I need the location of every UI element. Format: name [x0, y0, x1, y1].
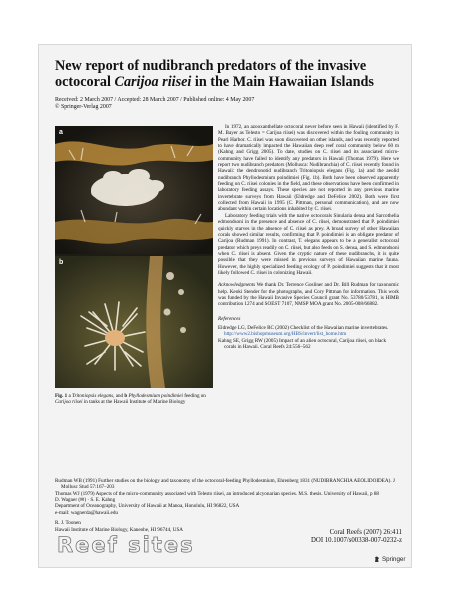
caption-species-b: Phyllodesmium poindimiei — [128, 393, 183, 399]
reference-4: Thomas WJ (1979) Aspects of the micro-community associated with Telesto riisei, an introduced alcyonarian species. M.S. thesis. University of Hawaii, p 88 — [55, 490, 379, 497]
photo-panel-b — [55, 256, 213, 388]
caption-species-a: Tritoniopsis elegans — [71, 393, 114, 399]
reference-1 — [218, 325, 399, 338]
publisher-mark — [374, 556, 405, 563]
article-title — [55, 58, 400, 90]
copyright: © Springer-Verlag 2007 — [55, 104, 112, 110]
doi[interactable]: DOI 10.1007/s00338-007-0232-z — [311, 537, 402, 545]
acknowledgments-text: We thank Dr. Terrence Gosliner and Dr. Bill Rudman for taxonomic help. Keoki Stender for the photographs, and Cory Pittman for information. This work was funded by the Hawaii Invasive Species Council grant No. 53780/53781, is HIMB contribution 1274 and SOEST 7107, NMSP MOA grant No. 2005-008/66882. — [218, 282, 399, 308]
caption-and: , and — [113, 393, 125, 399]
caption-feeding: feeding on — [182, 393, 206, 399]
caption-host: Carijoa riisei — [55, 399, 83, 406]
article-body — [218, 124, 399, 350]
panel-label-a: a — [59, 129, 63, 136]
nudibranch-b-body — [105, 330, 125, 346]
received-dates: Received: 2 March 2007 / Accepted: 28 March 2007 / Published online: 4 May 2007 — [55, 97, 255, 103]
springer-horse-icon — [374, 556, 380, 563]
caption-part-a: a — [67, 393, 72, 399]
caption-label: Fig. 1 — [55, 393, 68, 399]
author-1-email[interactable]: e-mail: wagnerda@hawaii.edu — [55, 509, 118, 516]
reef-sites-logo: Reef sites — [57, 533, 195, 557]
figure-caption — [55, 393, 213, 406]
reference-1-link[interactable]: http://www2.bishopmuseum.org/HBS/invert/list_home.htm — [224, 331, 347, 338]
body-paragraph-2: Laboratory feeding trials with the native octocorals Sinularia densa and Sarcothelia edmondsoni in the presence and absence of C. riisei, demonstrated that P. poindimiei quickly starves in the absence of C. riisei as prey. A broad survey of other Hawaiian corals showed similar results, confirming that P. poindimiei is an obligate predator of Carijoa (Rudman 1991). In contrast, T. elegans appears to be a generalist octocoral predator which preys readily on C. riisei, but also feeds on S. densa, and S. edmondsoni when C. riisei is absent. Given the cryptic nature of these nudibranchs, it is quite possible that they were missed in previous surveys of Hawaiian marine fauna. However, the highly specialized feeding ecology of P. poindimiei suggests that it most likely followed C. riisei in colonizing Hawaii. — [218, 212, 399, 276]
author-affiliations — [55, 497, 305, 533]
reference-1-text: Eldredge LG, DeFelice RC (2002) Checklist of the Hawaiian marine invertebrates. — [218, 324, 389, 331]
title-species: Carijoa riisei — [114, 74, 192, 90]
body-paragraph-1: In 1972, an azooxanthellate octocoral never before seen in Hawaii (identified by F. M. Bayer as Telesto = Carijoa riisei) was discovered within the fouling community in Pearl Harbor. C. riisei was soon discovered on other islands, and was recently reported to have dramatically impacted the Hawaiian deep reef coral community below 60 m (Kahng and Grigg 2005). To date, studies on C. riisei and its associated micro-community have failed to identify any predators in Hawaii (Thomas 1979). Here we report two nudibranch predators (Mollusca: Nudibranchia) of C. riisei recently found in Hawaii: the dendronotid nudibranch Tritoniopsis elegans (Fig. 1a) and the aeolid nudibranch Phyllodesmium poindimiei (Fig. 1b). Both have been observed apparently feeding on C. riisei colonies in the field, and these observations have been confirmed in laboratory feeding assays. These species are not reported in any previous marine invertebrate surveys from Hawaii (Eldredge and DeFelice 2002). Both were first collected from Hawaii in 1995 (C. Pittman, personal communication), and are now abundant within certain locations inhabited by C. riisei. — [218, 124, 399, 213]
title-text-end: in the Main Hawaiian Islands — [191, 74, 374, 90]
references-wide — [55, 478, 400, 497]
author-1-name: D. Wagner (✉) · S. E. Kahng — [55, 497, 116, 503]
author-2-affiliation: Hawaii Institute of Marine Biology, Kaneohe, HI 96744, USA — [55, 526, 184, 533]
figure-photo-svg — [55, 126, 213, 388]
references-heading: References — [218, 315, 241, 322]
author-2-name: R. J. Toonen — [55, 520, 81, 527]
figure-photos — [55, 126, 213, 388]
title-text-start: New report of nudibranch predators of the invasive octocoral — [55, 58, 367, 90]
author-1-affiliation: Department of Oceanography, University of Hawaii at Manoa, Honolulu, HI 96822, USA — [55, 503, 240, 510]
reference-3: Rudman WB (1991) Further studies on the biology and taxonomy of the octocoral-feeding Phyllodesmium, Ehrenberg 1831 (NUDIBRANCHIA AEOLIDOIDEA). J Mollusc Stud 57:167–203 — [55, 478, 395, 491]
reference-2: Kahng SE, Grigg RW (2005) Impact of an alien octocoral, Carijoa riisei, on black corals in Hawaii. Coral Reefs 24:556–562 — [218, 337, 387, 350]
journal-citation — [311, 529, 402, 545]
panel-label-b: b — [59, 259, 64, 266]
publisher-name: Springer — [382, 556, 406, 563]
journal-reference: Coral Reefs (2007) 26:411 — [329, 529, 402, 536]
acknowledgments — [218, 282, 399, 307]
caption-part-b: b — [124, 393, 129, 399]
caption-end: in tanks at the Hawaii Institute of Marine Biology — [82, 399, 186, 406]
acknowledgments-label: Acknowledgments — [218, 282, 256, 289]
